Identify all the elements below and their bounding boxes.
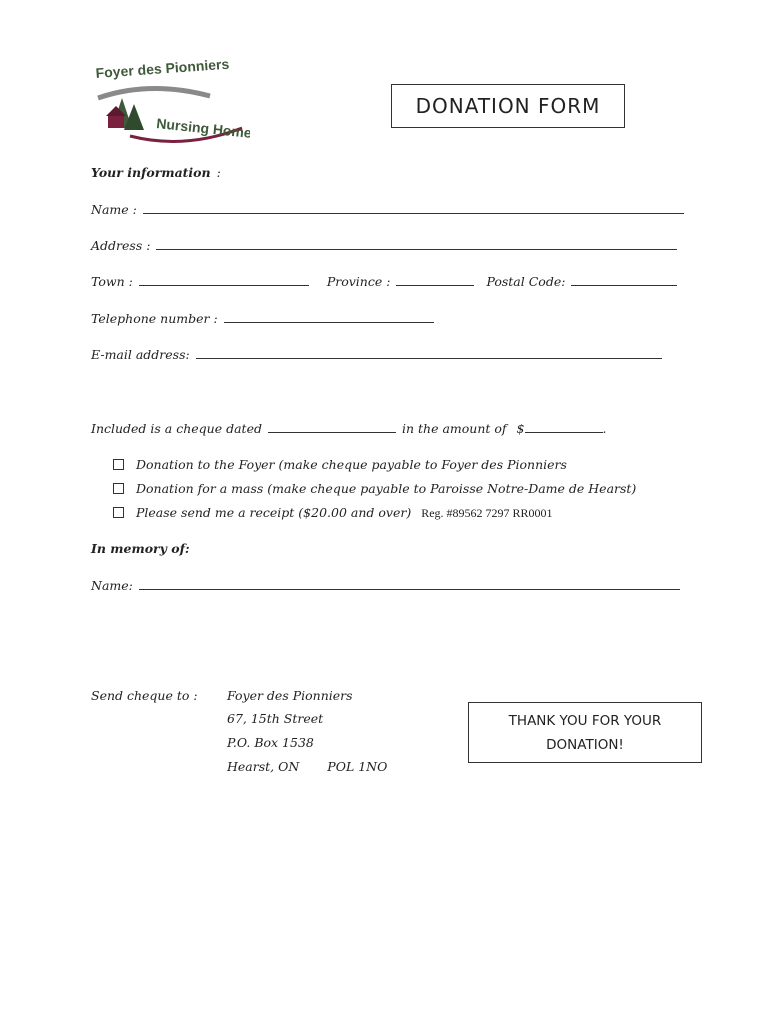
memory-name-row	[91, 578, 680, 593]
thank-you-line2: DONATION!	[546, 736, 624, 753]
email-field[interactable]	[196, 347, 662, 359]
checkbox-receipt[interactable]	[113, 507, 124, 518]
email-row	[91, 347, 662, 362]
your-information-label: Your information	[91, 165, 211, 180]
logo	[90, 58, 250, 148]
email-label: E-mail address:	[91, 347, 190, 362]
registration-number: Reg. #89562 7297 RR0001	[421, 506, 553, 520]
option-receipt-label: Please send me a receipt ($20.00 and over)	[136, 505, 412, 520]
address-line-1: Foyer des Pionniers	[227, 688, 353, 703]
your-information-heading	[91, 165, 221, 180]
telephone-field[interactable]	[224, 311, 434, 323]
memory-name-label: Name:	[91, 578, 133, 593]
nursing-home-logo-icon	[90, 58, 250, 148]
form-title: DONATION FORM	[391, 84, 625, 128]
address-field[interactable]	[156, 238, 677, 250]
telephone-row	[91, 311, 434, 326]
name-field[interactable]	[143, 202, 684, 214]
option-foyer-label: Donation to the Foyer (make cheque payable to Foyer des Pionniers	[136, 457, 567, 472]
option-foyer	[113, 457, 567, 472]
name-row	[91, 202, 684, 217]
option-mass-label: Donation for a mass (make cheque payable to Paroisse Notre-Dame de Hearst)	[136, 481, 637, 496]
checkbox-mass[interactable]	[113, 483, 124, 494]
memory-name-field[interactable]	[139, 578, 680, 590]
province-field[interactable]	[396, 274, 474, 286]
cheque-row	[91, 421, 606, 436]
cheque-prefix: Included is a cheque dated	[91, 421, 262, 436]
cheque-amount-field[interactable]	[525, 421, 603, 433]
address-city: Hearst, ON	[227, 759, 300, 774]
town-row	[91, 274, 677, 289]
heading-colon: :	[216, 165, 221, 180]
cheque-suffix: .	[602, 421, 607, 436]
name-label: Name :	[91, 202, 137, 217]
town-label: Town :	[91, 274, 133, 289]
in-memory-heading	[91, 541, 190, 556]
checkbox-foyer[interactable]	[113, 459, 124, 470]
send-cheque-label: Send cheque to :	[91, 688, 198, 703]
cheque-middle: in the amount of	[401, 421, 507, 436]
in-memory-label: In memory of:	[91, 541, 190, 556]
town-field[interactable]	[139, 274, 309, 286]
postal-code-field[interactable]	[571, 274, 677, 286]
thank-you-box	[468, 702, 702, 763]
address-postal-code: POL 1NO	[327, 759, 388, 774]
logo-line2: Nursing Home	[155, 115, 250, 141]
address-row	[91, 238, 677, 253]
option-mass	[113, 481, 636, 496]
currency-symbol: $	[516, 421, 525, 436]
logo-line1: Foyer des Pionniers	[95, 58, 230, 81]
postal-code-label: Postal Code:	[486, 274, 566, 289]
address-line-4	[227, 759, 387, 774]
option-receipt	[113, 505, 553, 521]
thank-you-line1: THANK YOU FOR YOUR	[508, 712, 662, 729]
province-label: Province :	[326, 274, 391, 289]
address-line-2: 67, 15th Street	[227, 711, 324, 726]
address-line-3: P.O. Box 1538	[227, 735, 314, 750]
cheque-date-field[interactable]	[268, 421, 396, 433]
address-label: Address :	[91, 238, 151, 253]
telephone-label: Telephone number :	[91, 311, 218, 326]
